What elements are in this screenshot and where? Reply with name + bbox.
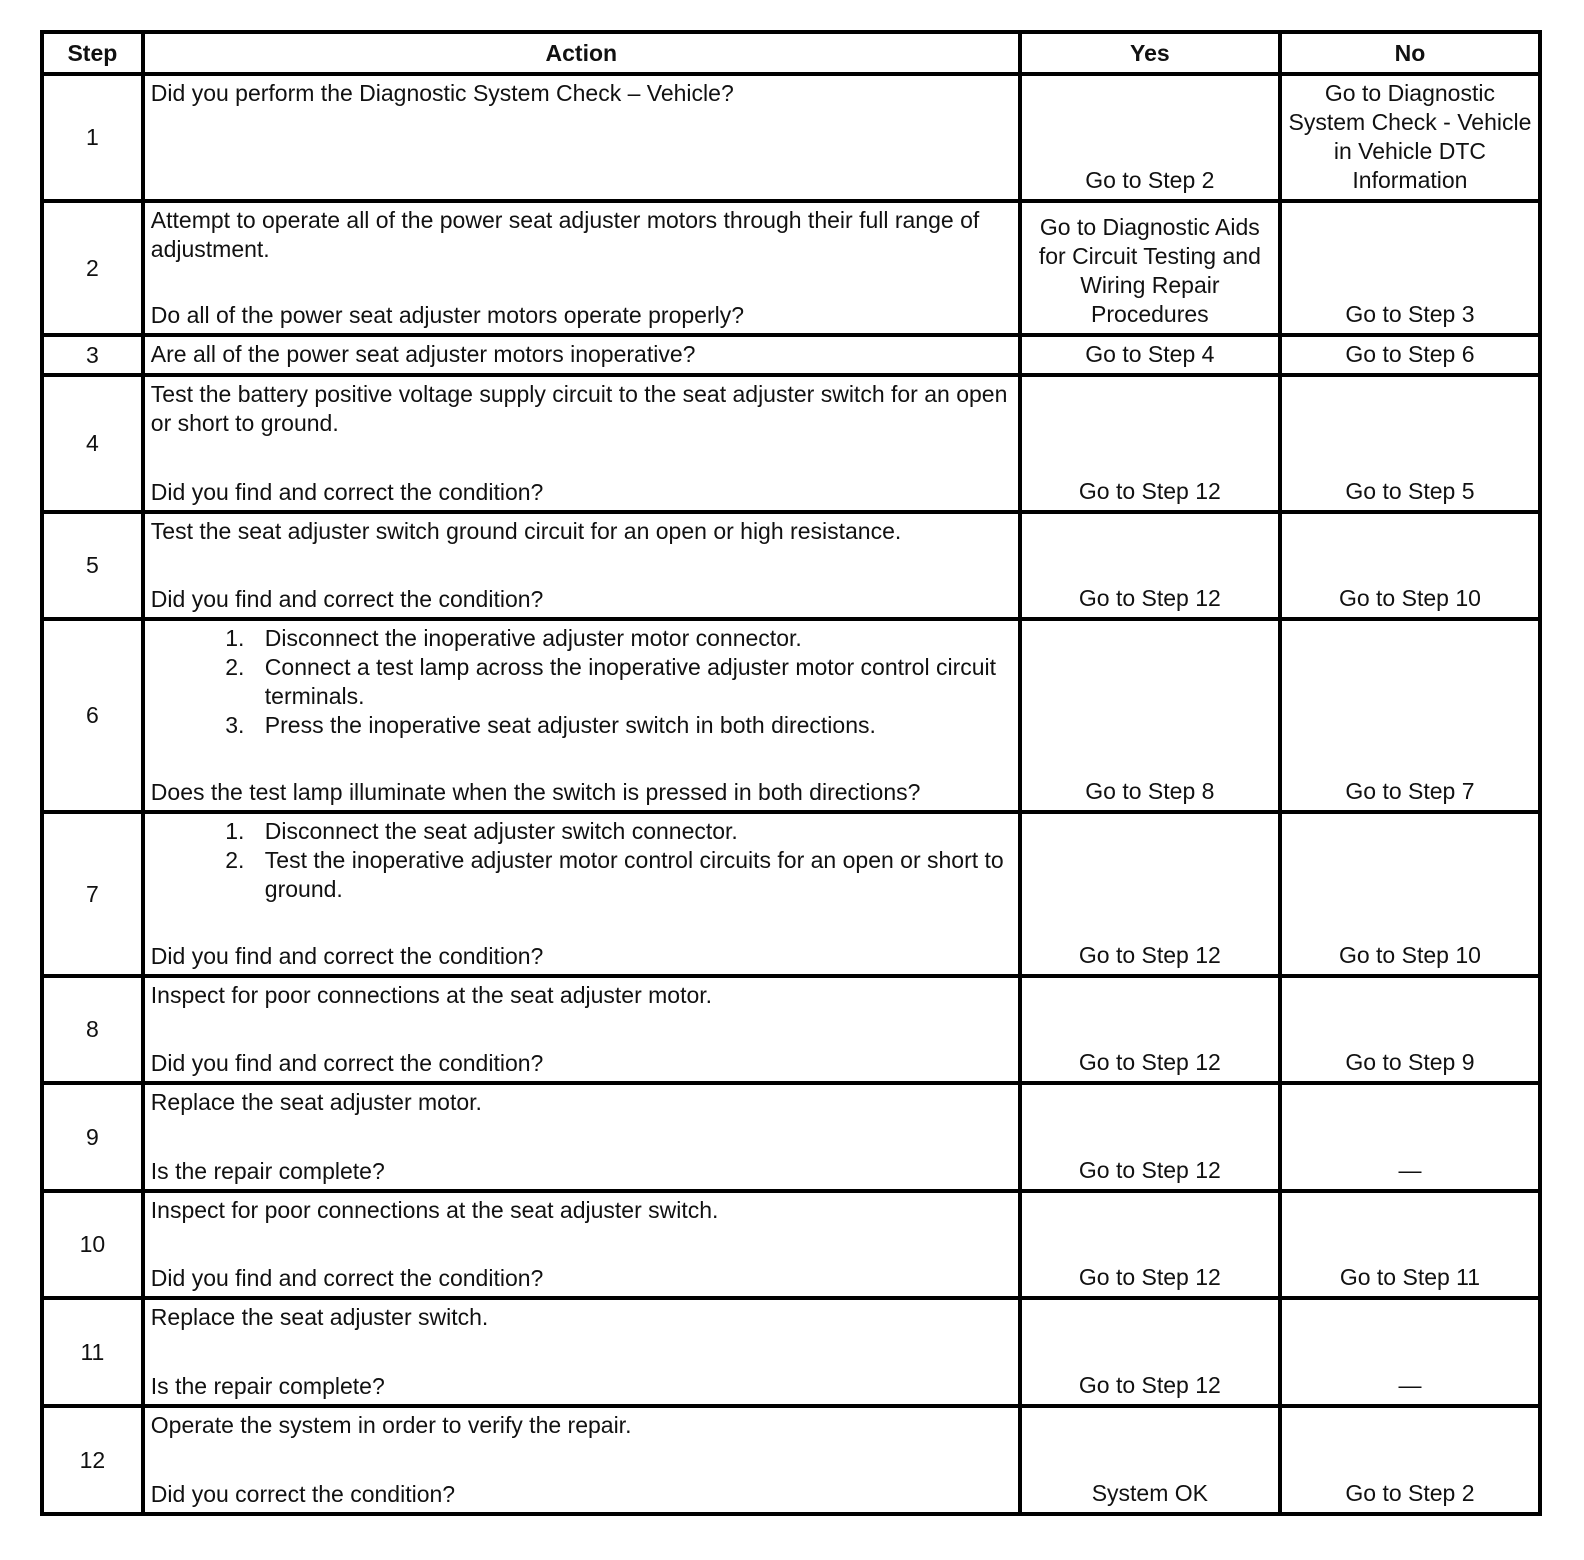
no-result: Go to Step 7 <box>1280 619 1540 812</box>
step-number: 7 <box>42 812 143 976</box>
action-text: Test the seat adjuster switch ground circuit for an open or high resistance. <box>150 518 902 544</box>
step-number: 8 <box>42 976 143 1083</box>
substep-item: 2. Connect a test lamp across the inoperative adjuster motor control circuit terminals. <box>251 653 1014 711</box>
yes-result: Go to Step 12 <box>1020 375 1280 512</box>
yes-result: Go to Step 8 <box>1020 619 1280 812</box>
action-question: Is the repair complete? <box>150 1158 385 1184</box>
action-text: Operate the system in order to verify the repair. <box>150 1412 632 1438</box>
action-cell <box>143 512 1020 619</box>
no-result: Go to Step 10 <box>1280 512 1540 619</box>
action-text: Did you perform the Diagnostic System Check – Vehicle? <box>150 80 734 106</box>
step-number: 9 <box>42 1083 143 1191</box>
yes-result: Go to Diagnostic Aids for Circuit Testing and Wiring Repair Procedures <box>1020 201 1280 335</box>
table-row <box>42 976 1540 1083</box>
substep-item: 2. Test the inoperative adjuster motor control circuits for an open or short to ground. <box>251 846 1014 904</box>
header-no: No <box>1280 32 1540 74</box>
step-number: 6 <box>42 619 143 812</box>
header-row <box>42 32 1540 74</box>
header-action: Action <box>143 32 1020 74</box>
step-number: 1 <box>42 74 143 201</box>
action-cell <box>143 335 1020 375</box>
action-question: Did you find and correct the condition? <box>150 1050 544 1076</box>
no-result: Go to Step 3 <box>1280 201 1540 335</box>
table-row <box>42 812 1540 976</box>
action-cell <box>143 1406 1020 1514</box>
action-question: Is the repair complete? <box>150 1373 385 1399</box>
yes-result: Go to Step 12 <box>1020 1191 1280 1298</box>
step-number: 11 <box>42 1298 143 1406</box>
no-result: — <box>1280 1298 1540 1406</box>
header-yes: Yes <box>1020 32 1280 74</box>
action-cell <box>143 74 1020 201</box>
substep-list <box>151 817 1014 904</box>
action-text: Replace the seat adjuster motor. <box>150 1089 482 1115</box>
substep-list <box>151 624 1014 740</box>
yes-result: Go to Step 12 <box>1020 812 1280 976</box>
yes-result: Go to Step 4 <box>1020 335 1280 375</box>
yes-result: Go to Step 12 <box>1020 512 1280 619</box>
action-text: Inspect for poor connections at the seat adjuster switch. <box>150 1197 719 1223</box>
yes-result: Go to Step 12 <box>1020 1083 1280 1191</box>
step-number: 5 <box>42 512 143 619</box>
table-row <box>42 74 1540 201</box>
no-result: — <box>1280 1083 1540 1191</box>
action-question: Did you find and correct the condition? <box>150 943 544 969</box>
action-cell <box>143 1298 1020 1406</box>
no-result: Go to Step 5 <box>1280 375 1540 512</box>
action-text: Test the battery positive voltage supply circuit to the seat adjuster switch for an open or short to ground. <box>150 381 1014 436</box>
step-number: 2 <box>42 201 143 335</box>
yes-result: Go to Step 12 <box>1020 1298 1280 1406</box>
no-result: Go to Step 2 <box>1280 1406 1540 1514</box>
table-row <box>42 1298 1540 1406</box>
step-number: 12 <box>42 1406 143 1514</box>
action-question: Did you find and correct the condition? <box>150 1265 544 1291</box>
action-question: Did you find and correct the condition? <box>150 479 544 505</box>
no-result: Go to Step 10 <box>1280 812 1540 976</box>
action-cell <box>143 201 1020 335</box>
action-text: Attempt to operate all of the power seat adjuster motors through their full range of adjustment. <box>150 207 986 262</box>
yes-result: System OK <box>1020 1406 1280 1514</box>
yes-result: Go to Step 12 <box>1020 976 1280 1083</box>
no-result: Go to Step 11 <box>1280 1191 1540 1298</box>
action-cell <box>143 812 1020 976</box>
substep-item: 3. Press the inoperative seat adjuster switch in both directions. <box>251 711 1014 740</box>
action-cell <box>143 619 1020 812</box>
header-step: Step <box>42 32 143 74</box>
table-row <box>42 512 1540 619</box>
action-text: Are all of the power seat adjuster motors inoperative? <box>150 341 696 367</box>
action-question: Did you correct the condition? <box>150 1481 456 1507</box>
step-number: 4 <box>42 375 143 512</box>
table-row <box>42 1406 1540 1514</box>
no-result: Go to Step 6 <box>1280 335 1540 375</box>
step-number: 3 <box>42 335 143 375</box>
diagnostic-table <box>40 30 1542 1516</box>
substep-item: 1. Disconnect the seat adjuster switch connector. <box>251 817 1014 846</box>
table-row <box>42 375 1540 512</box>
table-row <box>42 1083 1540 1191</box>
action-text: Replace the seat adjuster switch. <box>150 1304 489 1330</box>
no-result: Go to Step 9 <box>1280 976 1540 1083</box>
no-result: Go to Diagnostic System Check - Vehicle in Vehicle DTC Information <box>1280 74 1540 201</box>
action-question: Do all of the power seat adjuster motors operate properly? <box>150 302 745 328</box>
table-row <box>42 201 1540 335</box>
action-question: Did you find and correct the condition? <box>150 586 544 612</box>
action-cell <box>143 1083 1020 1191</box>
action-question: Does the test lamp illuminate when the switch is pressed in both directions? <box>150 779 921 805</box>
step-number: 10 <box>42 1191 143 1298</box>
action-cell <box>143 1191 1020 1298</box>
action-cell <box>143 375 1020 512</box>
table-row <box>42 619 1540 812</box>
yes-result: Go to Step 2 <box>1020 74 1280 201</box>
action-text: Inspect for poor connections at the seat adjuster motor. <box>150 982 713 1008</box>
table-row <box>42 1191 1540 1298</box>
table-body <box>42 74 1540 1514</box>
substep-item: 1. Disconnect the inoperative adjuster motor connector. <box>251 624 1014 653</box>
action-cell <box>143 976 1020 1083</box>
table-row <box>42 335 1540 375</box>
